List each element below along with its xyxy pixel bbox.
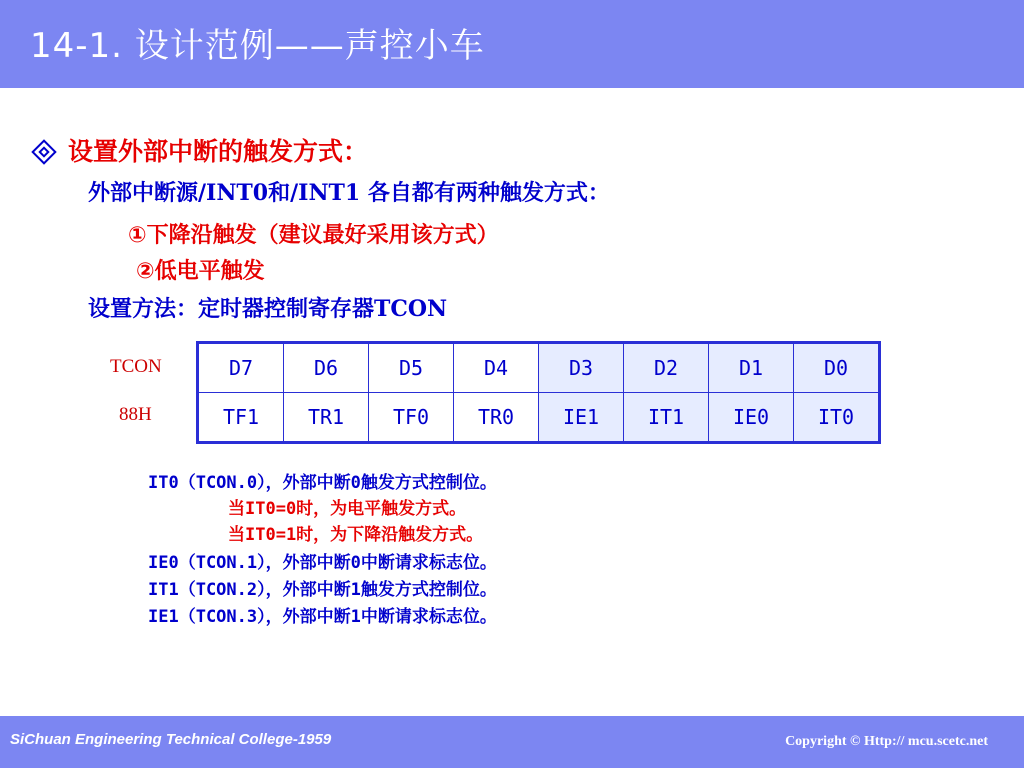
bit-cell-d4: D4: [454, 343, 539, 393]
bit-cell-d5: D5: [369, 343, 454, 393]
note-it0-level: 当IT0=0时，为电平触发方式。: [228, 499, 467, 519]
note-it1: IT1（TCON.2），外部中断1触发方式控制位。: [148, 580, 497, 600]
bullet-heading-line: [34, 132, 368, 168]
bullet-heading: 设置外部中断的触发方式：: [68, 137, 369, 166]
footer-copyright: Copyright © Http:// mcu.scetc.net: [785, 734, 988, 749]
register-address-label: 88H: [119, 404, 152, 425]
note-ie0: IE0（TCON.1），外部中断0中断请求标志位。: [148, 553, 497, 573]
tcon-bit-table: [196, 341, 881, 444]
footer-college-name: SiChuan Engineering Technical College-1959: [10, 731, 332, 748]
bit-name-tr1: TR1: [284, 393, 369, 443]
note-it0-edge: 当IT0=1时，为下降沿触发方式。: [228, 525, 484, 545]
bit-cell-d0: D0: [794, 343, 880, 393]
bit-name-tf0: TF0: [369, 393, 454, 443]
bit-number-row: [198, 343, 880, 393]
bit-cell-d3: D3: [539, 343, 624, 393]
bit-name-tr0: TR0: [454, 393, 539, 443]
bit-cell-d1: D1: [709, 343, 794, 393]
trigger-option-falling-edge: ①下降沿触发（建议最好采用该方式）: [128, 223, 499, 248]
bit-cell-d6: D6: [284, 343, 369, 393]
bit-name-ie1: IE1: [539, 393, 624, 443]
note-it0: IT0（TCON.0），外部中断0触发方式控制位。: [148, 473, 497, 493]
bit-name-row: [198, 393, 880, 443]
diamond-bullet-icon: [34, 142, 54, 162]
bit-cell-d2: D2: [624, 343, 709, 393]
register-name-label: TCON: [110, 356, 162, 377]
bit-name-tf1: TF1: [198, 393, 284, 443]
bit-name-it1: IT1: [624, 393, 709, 443]
bit-name-it0: IT0: [794, 393, 880, 443]
setup-method-text: 设置方法：定时器控制寄存器TCON: [88, 296, 448, 322]
slide-title: 14-1. 设计范例——声控小车: [30, 26, 485, 66]
bit-cell-d7: D7: [198, 343, 284, 393]
trigger-option-low-level: ②低电平触发: [136, 259, 265, 284]
title-bar: [0, 0, 1024, 88]
bit-name-ie0: IE0: [709, 393, 794, 443]
interrupt-source-text: 外部中断源/INT0和/INT1 各自都有两种触发方式：: [88, 180, 610, 206]
footer-bar: [0, 716, 1024, 768]
note-ie1: IE1（TCON.3），外部中断1中断请求标志位。: [148, 607, 497, 627]
